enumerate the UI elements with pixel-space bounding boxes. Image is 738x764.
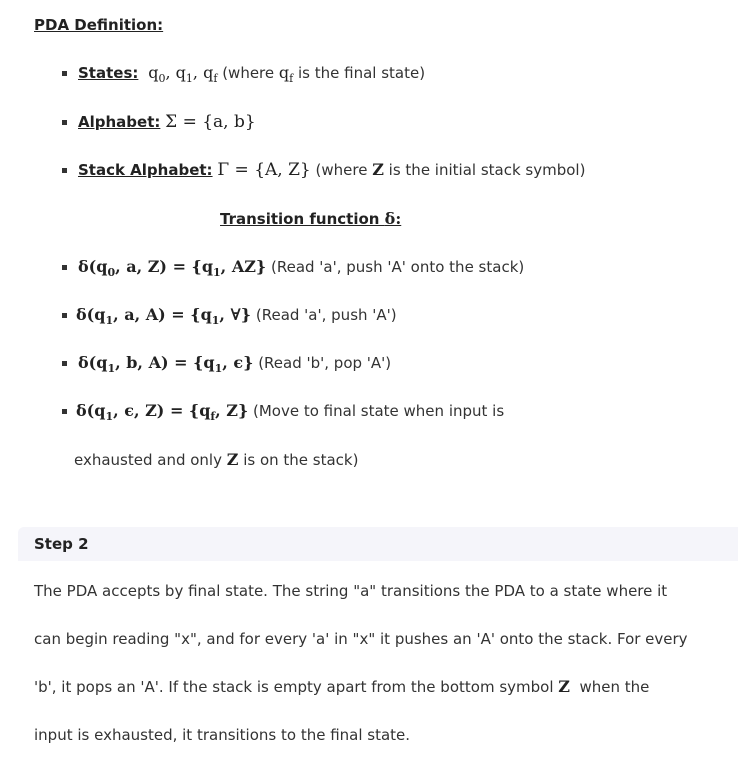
transition-item: $\delta(q_0$, a, $Z) = \{q_1$, AZ} (Read 'a', push 'A' onto the stack) (78, 257, 525, 280)
transition-continuation: exhausted and only Z is on the stack) (74, 450, 359, 469)
alphabet-expr: Σ = {a, b} (165, 112, 256, 132)
transition-function-heading: Transition function δ: (220, 209, 402, 228)
alphabet-label: Alphabet: (78, 113, 161, 131)
bullet (62, 361, 67, 366)
pda-definition-heading: PDA Definition: (34, 16, 164, 34)
transition-item: $\delta(q_1$, b, $A) = \{q_1$, ϵ} (Read 'b', pop 'A') (78, 353, 392, 376)
step-2-line: 'b', it pops an 'A'. If the stack is empty apart from the bottom symbol Z when the (34, 677, 650, 696)
states-note: (where $q_f$ is the final state) (222, 63, 426, 85)
step-2-label: Step 2 (34, 535, 89, 553)
bullet (62, 71, 67, 76)
transition-item: $\delta(q_1$, ϵ, $Z) = \{q_f$, Z} (Move to final state when input is (76, 401, 505, 424)
alphabet-item (78, 112, 256, 132)
bullet (62, 313, 67, 318)
bullet (62, 409, 67, 414)
step-2-line: can begin reading "x", and for every 'a' in "x" it pushes an 'A' onto the stack. For every (34, 630, 688, 648)
stack-alphabet-label: Stack Alphabet: (78, 161, 213, 179)
stack-alphabet-item (78, 160, 585, 180)
bullet (62, 265, 67, 270)
stack-alphabet-note: (where Z is the initial stack symbol) (315, 160, 586, 179)
step-2-line: The PDA accepts by final state. The string "a" transitions the PDA to a state where it (34, 582, 668, 600)
step-2-header (18, 527, 738, 561)
states-label: States: (78, 64, 139, 82)
transition-item: $\delta(q_1$, a, $A) = \{q_1$, ∀} (Read 'a', push 'A') (76, 305, 397, 328)
bullet (62, 168, 67, 173)
states-expr: $q_0$, $q_1$, $q_f$ (148, 63, 218, 86)
bullet (62, 120, 67, 125)
states-item (78, 63, 425, 89)
step-2-line: input is exhausted, it transitions to the final state. (34, 726, 411, 744)
stack-alphabet-expr: Γ = {A, Z} (217, 160, 311, 180)
